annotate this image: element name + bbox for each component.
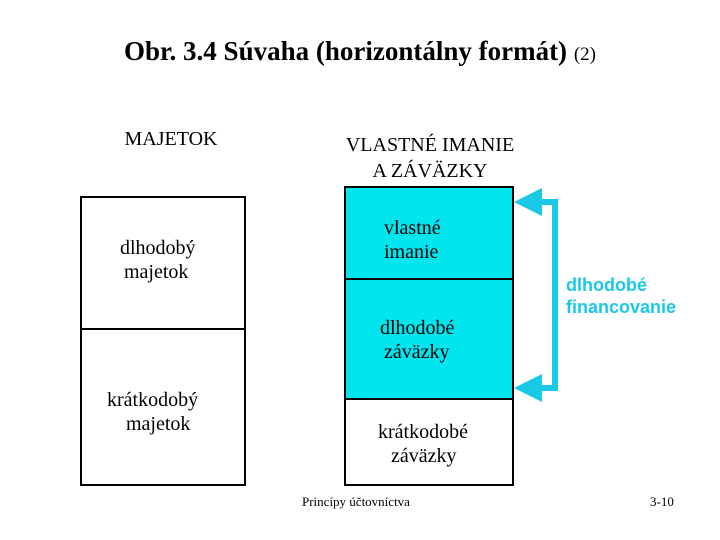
liabilities-heading-line2: A ZÁVÄZKY <box>372 160 488 182</box>
equity-line1: vlastné <box>384 217 441 239</box>
equity-line2: imanie <box>384 241 439 263</box>
long-term-assets-label <box>120 236 196 284</box>
title-suffix: (2) <box>573 44 596 65</box>
long-term-assets-line2: majetok <box>124 261 189 283</box>
title-main: Obr. 3.4 Súvaha (horizontálny formát) <box>124 36 568 66</box>
short-term-liabilities-line1: krátkodobé <box>378 421 468 443</box>
page-number: 3-10 <box>650 494 674 509</box>
long-term-liabilities-line2: záväzky <box>384 341 450 363</box>
arrow-left-icon <box>514 188 542 216</box>
long-term-financing-line1: dlhodobé <box>566 275 647 295</box>
long-term-assets-line1: dlhodobý <box>120 237 196 259</box>
long-term-financing-label <box>566 274 676 318</box>
short-term-assets-line2: majetok <box>126 413 191 435</box>
page-title <box>0 36 720 67</box>
short-term-assets-line1: krátkodobý <box>107 389 199 411</box>
equity-label <box>384 216 441 264</box>
footer-source: Princípy účtovníctva <box>302 494 410 509</box>
long-term-liabilities-label <box>380 316 454 364</box>
liabilities-heading-line1: VLASTNÉ IMANIE <box>345 134 515 156</box>
short-term-assets-label <box>106 388 199 436</box>
bracket-line <box>540 202 555 388</box>
long-term-liabilities-line1: dlhodobé <box>380 317 455 339</box>
short-term-liabilities-label <box>378 420 468 468</box>
short-term-liabilities-line2: záväzky <box>391 445 457 467</box>
assets-heading: MAJETOK <box>124 128 218 150</box>
long-term-financing-line2: financovanie <box>566 297 677 317</box>
arrow-left-icon <box>514 374 542 402</box>
